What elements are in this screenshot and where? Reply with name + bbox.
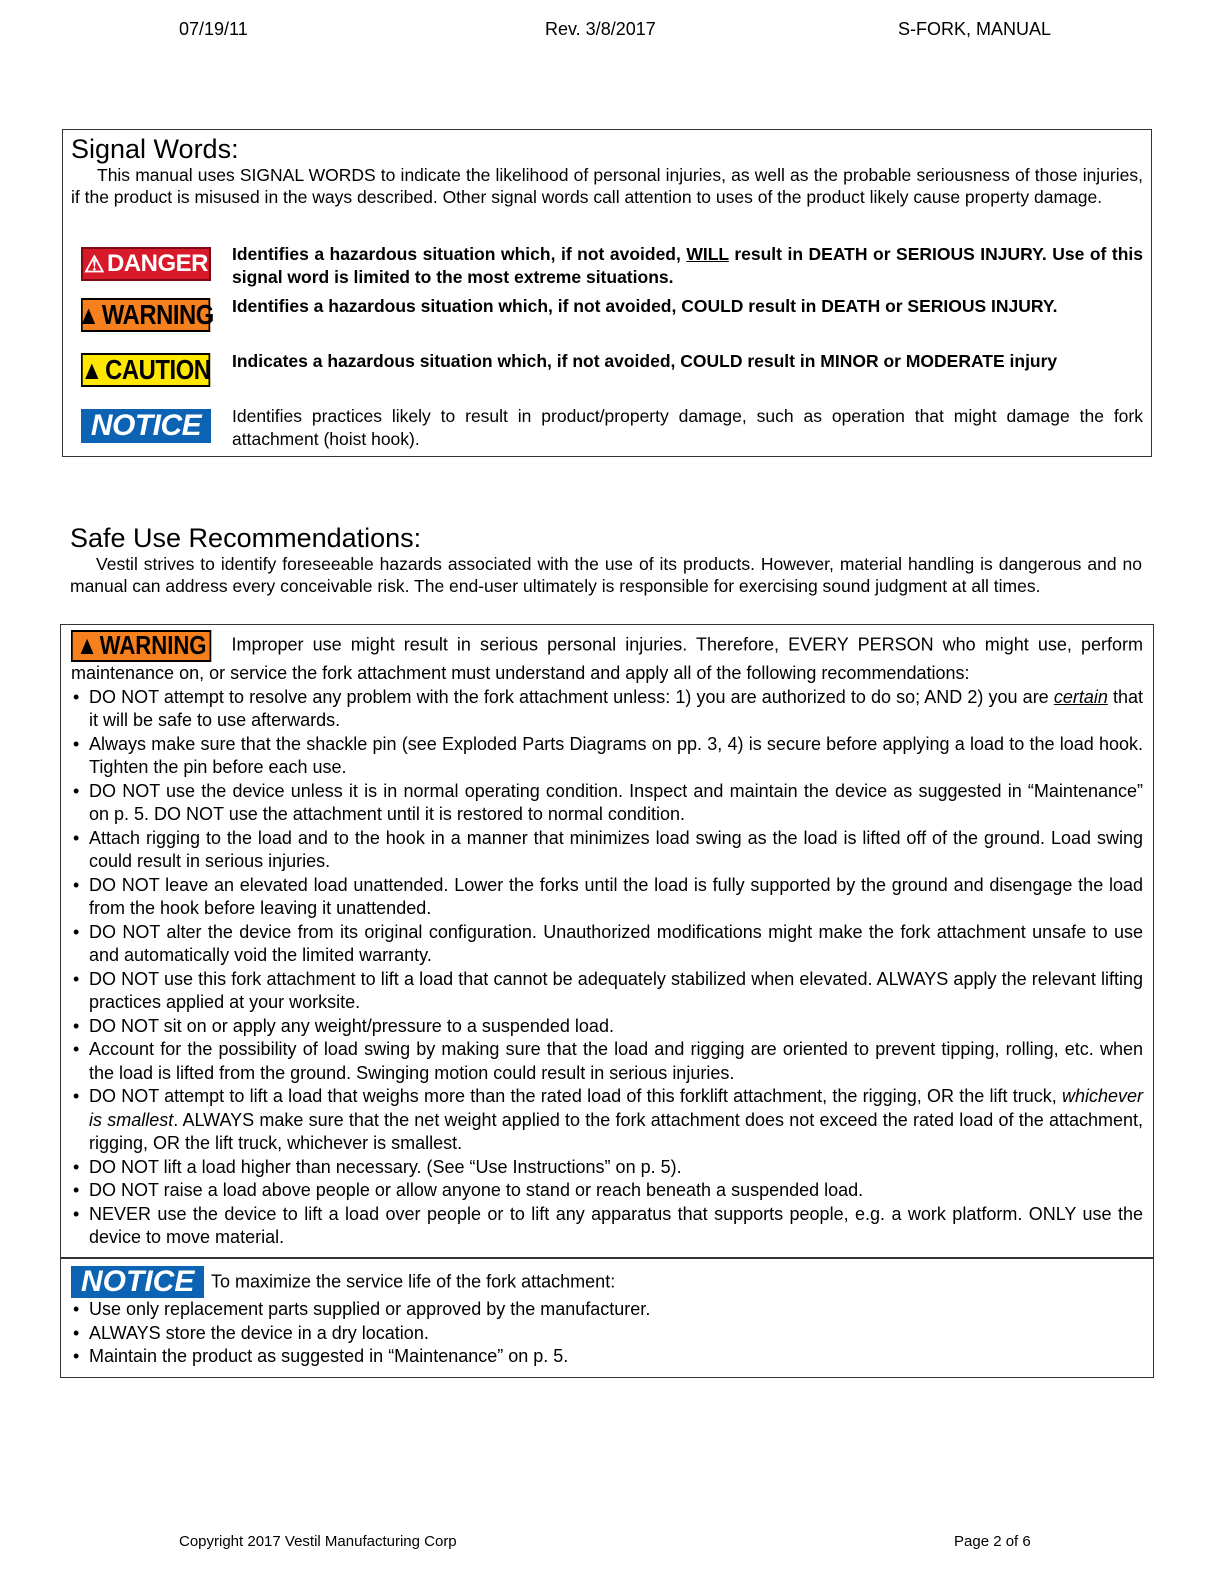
list-item: • DO NOT raise a load above people or allow anyone to stand or reach beneath a suspended load. xyxy=(71,1179,1143,1203)
warning-triangle-icon: ▲ xyxy=(80,354,103,385)
list-item: • Maintain the product as suggested in “Maintenance” on p. 5. xyxy=(71,1345,1143,1369)
list-item: • DO NOT alter the device from its original configuration. Unauthorized modifications might make the fork attachment unsafe to use and automatically void the limited warranty. xyxy=(71,921,1143,968)
header-date: 07/19/11 xyxy=(179,19,248,39)
list-item: • DO NOT leave an elevated load unattended. Lower the forks until the load is fully supported by the ground and disengage the load from the hook before leaving it unattended. xyxy=(71,874,1143,921)
notice-list xyxy=(71,1298,1143,1369)
notice-badge-inline: NOTICE xyxy=(71,1266,204,1298)
list-item: • DO NOT sit on or apply any weight/pressure to a suspended load. xyxy=(71,1015,1143,1039)
signal-words-box xyxy=(62,129,1152,457)
notice-badge: NOTICE xyxy=(81,409,211,443)
signal-words-intro: This manual uses SIGNAL WORDS to indicate the likelihood of personal injuries, as well as the probable seriousness of those injuries, if the product is misused in the ways described. Other signal words call attention to uses of the product likely cause property damage. xyxy=(71,165,1143,207)
list-item: • DO NOT use the device unless it is in normal operating condition. Inspect and maintain the device as suggested in “Maintenance” on p. 5. DO NOT use the attachment until it is restored to normal condition. xyxy=(71,780,1143,827)
notice-description: Identifies practices likely to result in product/property damage, such as operation that might damage the fork attachment (hoist hook). xyxy=(232,406,1143,449)
warning-box xyxy=(60,624,1154,1259)
list-item: • DO NOT use this fork attachment to lift a load that cannot be adequately stabilized when elevated. ALWAYS apply the relevant lifting practices applied at your worksite. xyxy=(71,968,1143,1015)
list-item: • Account for the possibility of load swing by making sure that the load and rigging are oriented to prevent tipping, rolling, etc. when the load is lifted from the ground. Swinging motion could result in serious injuries. xyxy=(71,1038,1143,1085)
warning-badge: ▲ WARNING xyxy=(77,299,214,330)
footer-page-number: Page 2 of 6 xyxy=(954,1533,1031,1550)
list-item: • DO NOT lift a load higher than necessary. (See “Use Instructions” on p. 5). xyxy=(71,1156,1143,1180)
signal-words-title: Signal Words: xyxy=(71,134,239,164)
warning-description: Identifies a hazardous situation which, if not avoided, COULD result in DEATH or SERIOUS INJURY. xyxy=(232,296,1058,316)
list-item: • ALWAYS store the device in a dry location. xyxy=(71,1322,1143,1346)
warning-triangle-icon: ⚠ xyxy=(84,250,104,277)
warning-list xyxy=(71,686,1143,1250)
caution-badge: ▲ CAUTION xyxy=(80,354,211,385)
warning-badge-inline: ▲ WARNING xyxy=(71,630,212,662)
caution-description: Indicates a hazardous situation which, if not avoided, COULD result in MINOR or MODERATE injury xyxy=(232,351,1058,371)
safe-use-intro: Vestil strives to identify foreseeable hazards associated with the use of its products. However, material handling is dangerous and no manual can address every conceivable risk. The end-user ultimately is responsible for exercising sound judgment at all times. xyxy=(70,554,1142,596)
footer-copyright: Copyright 2017 Vestil Manufacturing Corp xyxy=(179,1533,457,1550)
danger-description: Identifies a hazardous situation which, if not avoided, WILL result in DEATH or SERIOUS INJURY. Use of this signal word is limited to the most extreme situations. xyxy=(232,244,1143,287)
list-item: • DO NOT attempt to lift a load that weighs more than the rated load of this forklift attachment, the rigging, OR the lift truck, whichever is smallest. ALWAYS make sure that the net weight applied to the fork attachment does not exceed the rated load of the attachment, rigging, OR the lift truck, whichever is smallest. xyxy=(71,1085,1143,1156)
list-item: • DO NOT attempt to resolve any problem with the fork attachment unless: 1) you are authorized to do so; AND 2) you are certain that it will be safe to use afterwards. xyxy=(71,686,1143,733)
list-item: • Always make sure that the shackle pin (see Exploded Parts Diagrams on pp. 3, 4) is secure before applying a load to the load hook. Tighten the pin before each use. xyxy=(71,733,1143,780)
warning-triangle-icon: ▲ xyxy=(76,630,98,661)
header-revision: Rev. 3/8/2017 xyxy=(545,19,656,39)
warning-triangle-icon: ▲ xyxy=(77,299,100,330)
warning-intro: ▲ WARNING Improper use might result in serious personal injuries. Therefore, EVERY PERSON who might use, perform maintenance on, or service the fork attachment must understand and apply all of the following recommendations: xyxy=(71,630,1143,683)
list-item: • Attach rigging to the load and to the hook in a manner that minimizes load swing as the load is lifted off of the ground. Load swing could result in serious injuries. xyxy=(71,827,1143,874)
danger-badge: ⚠ DANGER xyxy=(81,247,211,281)
header-title: S-FORK, MANUAL xyxy=(898,19,1052,39)
notice-box xyxy=(60,1257,1154,1378)
safe-use-title: Safe Use Recommendations: xyxy=(70,523,422,553)
list-item: • NEVER use the device to lift a load over people or to lift any apparatus that supports people, e.g. a work platform. ONLY use the device to move material. xyxy=(71,1203,1143,1250)
list-item: • Use only replacement parts supplied or approved by the manufacturer. xyxy=(71,1298,1143,1322)
notice-intro: NOTICE To maximize the service life of the fork attachment: xyxy=(71,1266,1143,1298)
